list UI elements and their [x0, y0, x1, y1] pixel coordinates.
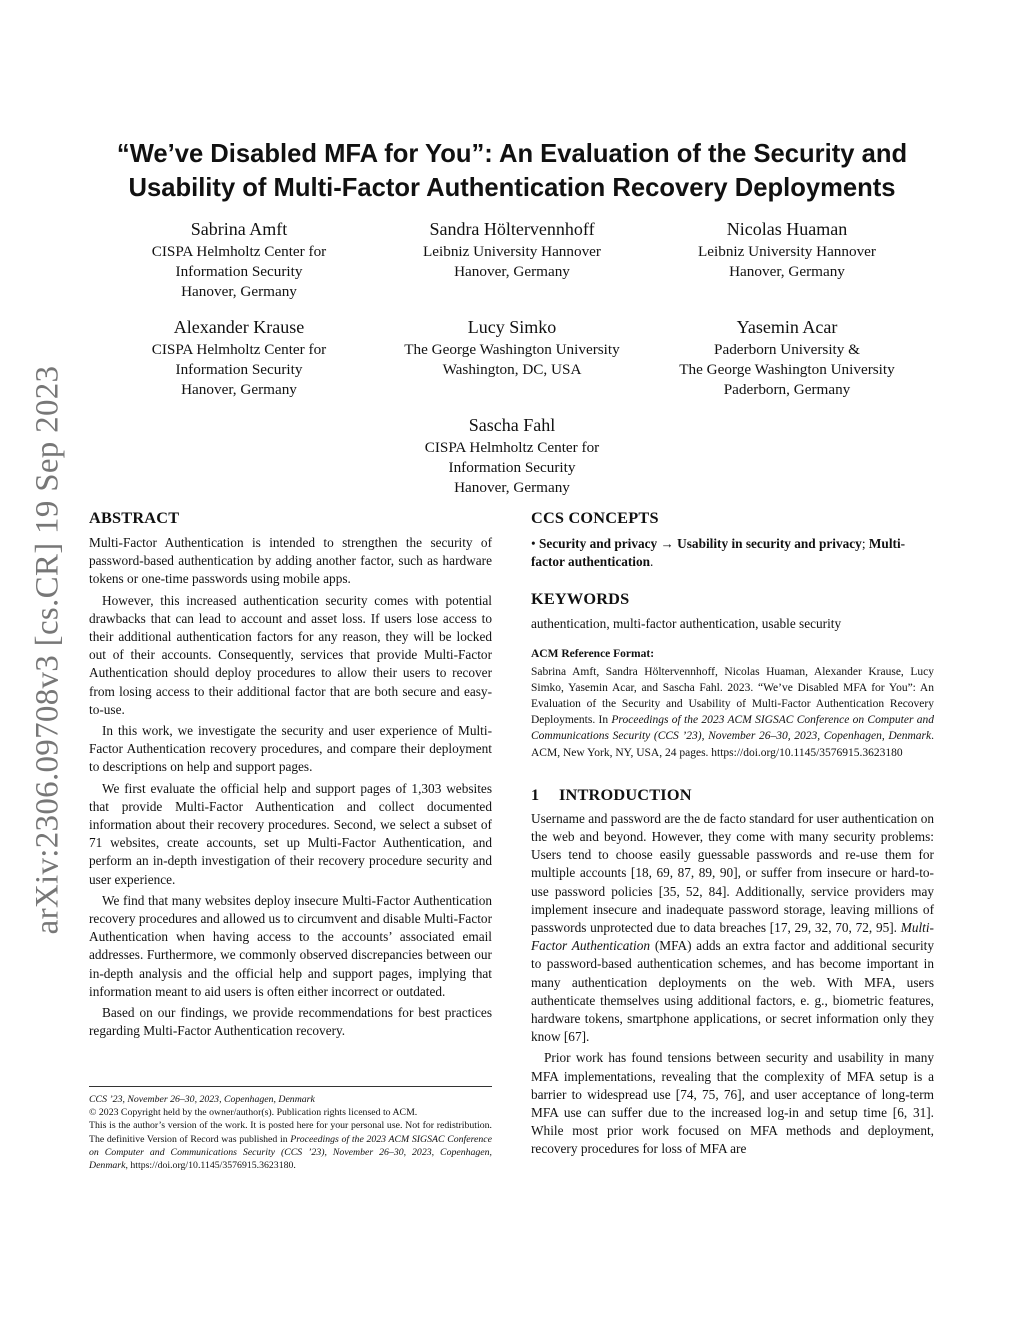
author-affiliation: CISPA Helmholtz Center for	[424, 439, 600, 456]
abstract-paragraph: In this work, we investigate the security and user experience of Multi-Factor Authentication recovery procedures, and compare their deployment to descriptions on help and support pages.	[89, 723, 492, 775]
author-name: Lucy Simko	[467, 317, 557, 337]
author-location: Washington, DC, USA	[442, 361, 582, 378]
footnote-divider	[89, 1086, 492, 1087]
copyright-footnote	[89, 1093, 492, 1172]
author-block	[104, 217, 374, 302]
abstract-paragraph: We find that many websites deploy insecure Multi-Factor Authentication recovery procedures and allowed us to circumvent and disable Multi-Factor Authentication when having access to the accounts’ associated email addresses. Furthermore, we commonly observed discrepancies between our in-depth analysis and the official help and support pages, implying that information meant to aid users is often either incorrect or outdated.	[89, 892, 492, 999]
arxiv-stamp: arXiv:2306.09708v3 [cs.CR] 19 Sep 2023	[29, 365, 66, 935]
author-affiliation: CISPA Helmholtz Center for	[151, 243, 327, 260]
abstract-section	[89, 508, 492, 1040]
author-affiliation: Leibniz University Hannover	[698, 243, 876, 260]
right-column	[531, 508, 934, 1159]
author-block	[377, 315, 647, 380]
title-line-2: Usability of Multi-Factor Authentication Recovery Deployments	[128, 174, 896, 202]
footnote-copyright: © 2023 Copyright held by the owner/author(s). Publication rights licensed to ACM.	[89, 1107, 418, 1119]
keywords-heading: KEYWORDS	[531, 589, 630, 609]
author-name: Sascha Fahl	[468, 415, 556, 435]
author-affiliation: Leibniz University Hannover	[423, 243, 601, 260]
author-location: Hanover, Germany	[729, 263, 845, 280]
author-location: Hanover, Germany	[181, 381, 297, 398]
author-block	[377, 217, 647, 282]
paper-title	[60, 137, 964, 205]
footnote-notice: This is the author’s version of the work. It is posted here for your personal use. Not for redistribution. The definitive Version of Record was published in Proceedings of the 2023 ACM SIGSAC Conference on Computer and Communications Security (CCS ’23), November 26–30, 2023, Copenhagen, Denmark, https://doi.org/10.1145/3576915.3623180.	[89, 1120, 492, 1172]
author-name: Alexander Krause	[173, 317, 305, 337]
intro-paragraph: Username and password are the de facto standard for user authentication on the web and beyond. However, they come with many security problems: Users tend to choose easily guessable passwords and re-use them for multiple accounts [18, 69, 87, 89, 90], or suffer from insecure or hard-to-use password policies [35, 52, 84]. Additionally, service providers may implement insecure and inadequate password storage, leaving millions of passwords unprotected due to data breaches [17, 29, 32, 70, 72, 95]. Multi-Factor Authentication (MFA) adds an extra factor and additional security to password-based authentication schemes, and has become important in many authentication deployments on the web. With MFA, users authenticate themselves using additional factors, e. g., biometric features, hardware tokens, smartphone applications, or secret information only they know [67].	[531, 810, 935, 1045]
author-affiliation: The George Washington University	[404, 341, 620, 358]
author-affiliation: Information Security	[175, 361, 303, 378]
author-affiliation: Information Security	[448, 459, 576, 476]
author-affiliation: Paderborn University &	[714, 341, 860, 358]
abstract-paragraph: Based on our findings, we provide recommendations for best practices regarding Multi-Factor Authentication recovery.	[89, 1005, 492, 1039]
author-location: Hanover, Germany	[454, 263, 570, 280]
abstract-paragraph: However, this increased authentication security comes with potential drawbacks that can lead to account and asset loss. If users lose access to their additional authentication factors for any reason, they will be locked out of their accounts. Consequently, services that provide Multi-Factor Authentication should deploy procedures to allow their users to recover from losing access to their additional factor that are both secure and easy-to-use.	[89, 592, 492, 717]
abstract-heading: ABSTRACT	[89, 508, 180, 527]
keywords-text: authentication, multi-factor authentication, usable security	[531, 616, 842, 632]
author-location: Paderborn, Germany	[723, 381, 851, 398]
acm-reference-text: Sabrina Amft, Sandra Höltervennhoff, Nicolas Huaman, Alexander Krause, Lucy Simko, Yasemin Acar, and Sascha Fahl. 2023. “We’ve Disabled MFA for You”: An Evaluation of the Security and Usability of Multi-Factor Authentication Recovery Deployments. In Proceedings of the 2023 ACM SIGSAC Conference on Computer and Communications Security (CCS ’23), November 26–30, 2023, Copenhagen, Denmark. ACM, New York, NY, USA, 24 pages. https://doi.org/10.1145/3576915.3623180	[531, 665, 934, 759]
title-line-1: “We’ve Disabled MFA for You”: An Evaluation of the Security and	[116, 140, 908, 168]
introduction-heading: 1 INTRODUCTION	[531, 784, 692, 804]
author-affiliation: Information Security	[175, 263, 303, 280]
author-block	[652, 217, 922, 282]
author-block	[377, 413, 647, 498]
author-name: Sabrina Amft	[190, 219, 288, 239]
abstract-paragraph: We first evaluate the official help and support pages of 1,303 websites that provide Multi-Factor Authentication and collect documented information about their recovery procedures. Second, we select a subset of 71 websites, create accounts, set up Multi-Factor Authentication, and perform an in-depth investigation of their recovery procedure security and user experience.	[89, 780, 492, 887]
author-affiliation: The George Washington University	[679, 361, 895, 378]
author-name: Yasemin Acar	[736, 317, 838, 337]
footnote-venue: CCS ’23, November 26–30, 2023, Copenhagen, Denmark	[89, 1094, 315, 1105]
acm-reference-heading: ACM Reference Format:	[531, 647, 655, 660]
intro-paragraph: Prior work has found tensions between security and usability in many MFA implementations, revealing that the complexity of MFA setup is a barrier to widespread use [74, 75, 76], and user acceptance of long-term MFA use can suffer due to the increased log-in and setup time [6, 31]. While most prior work focused on MFA methods and deployment, recovery procedures for loss of MFA are	[531, 1050, 934, 1157]
abstract-paragraph: Multi-Factor Authentication is intended to strengthen the security of password-based authentication by adding another factor, such as hardware tokens or one-time passwords using mobile apps.	[89, 535, 492, 587]
author-name: Sandra Höltervennhoff	[429, 219, 595, 239]
author-block	[652, 315, 922, 400]
author-block	[104, 315, 374, 400]
author-affiliation: CISPA Helmholtz Center for	[151, 341, 327, 358]
author-location: Hanover, Germany	[181, 283, 297, 300]
author-name: Nicolas Huaman	[726, 219, 848, 239]
author-location: Hanover, Germany	[454, 479, 570, 496]
ccs-concepts: • Security and privacy → Usability in security and privacy; Multi-factor authentication.	[531, 536, 906, 570]
ccs-heading: CCS CONCEPTS	[531, 508, 659, 527]
